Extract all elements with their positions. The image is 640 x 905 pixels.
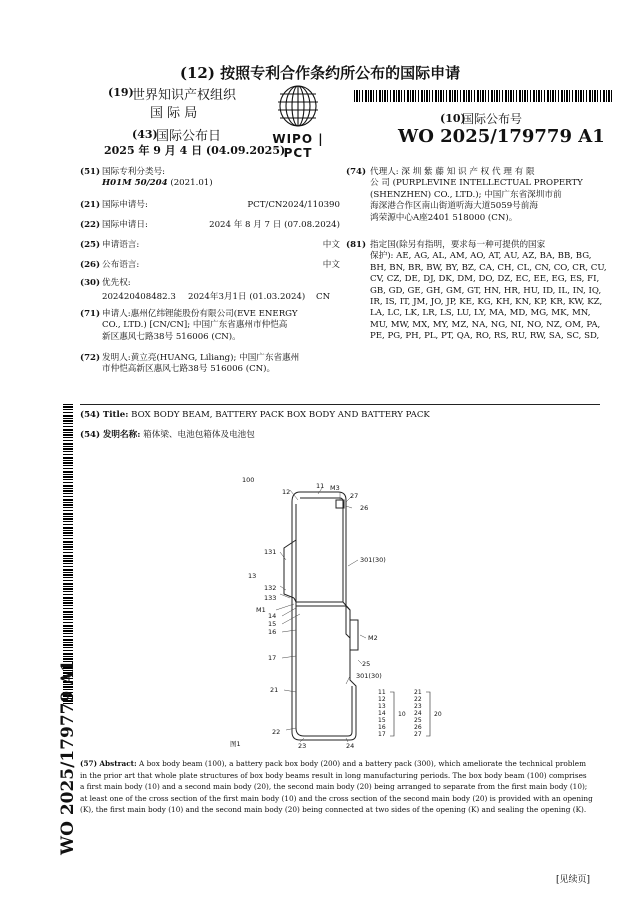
title-chinese: (54) 发明名称: 箱体梁、电池包箱体及电池包 [80, 430, 255, 440]
pub-date-code: (43) [132, 128, 158, 141]
svg-text:14: 14 [378, 710, 386, 717]
pub-date-label: 国际公布日 [156, 129, 222, 144]
svg-text:23: 23 [414, 703, 422, 710]
svg-text:20: 20 [434, 711, 442, 718]
document-title: (12) 按照专利合作条约所公布的国际申请 [179, 64, 461, 82]
fig-label-M1: M1 [256, 606, 266, 614]
pub-date: 2025 年 9 月 4 日 (04.09.2025) [104, 144, 286, 157]
svg-text:16: 16 [378, 724, 386, 731]
wipo-logo [256, 82, 340, 160]
fig-legend [378, 689, 442, 738]
pub-no-label: 国际公布号 [462, 112, 523, 126]
beam-cross-section-diagram [200, 470, 460, 750]
inventor: (72) 发明人:黄立亮(HUANG, Liliang); 中国广东省惠州 市仲恺高新区惠风七路38号 516006 (CN)。 [80, 353, 300, 375]
fig-label-24: 24 [346, 742, 355, 750]
ipc-class: H01M 50/204 [102, 178, 168, 188]
designated-states: (81) 指定国(除另有指明，要求每一种可提供的国家 保护): AE, AG, AL, AM, AO, AT, AU, AZ, BA, BB, BG, BH, BN, BR, BW, BY, BZ, CA, CH, CL, CN, CO, CR, CU, CV, CZ, DE, DJ, DK, DM, DO, DZ, EC, EE, EG, ES, FI, GB, GD, GE, GH, GM, GT, HN, HR, HU, ID, IL, IN, IQ, IR, IS, IT, JM, JO, JP, KE, KG, KH, KN, KP, KR, KW, KZ, LA, LC, LK, LR, LS, LU, LY, MA, MD, MG, MK, MN, MU, MW, MX, MY, MZ, NA, NG, NI, NO, NZ, OM, PA, PE, PG, PH, PL, PT, QA, RO, RS, RU, RW, SA, SC, SD, [346, 240, 607, 342]
ipc-date: (2021.01) [170, 178, 213, 188]
fig-label-M3: M3 [330, 484, 340, 492]
fig-label-25: 25 [362, 660, 371, 668]
title-english: (54) Title: BOX BODY BEAM, BATTERY PACK BOX BODY AND BATTERY PACK [80, 410, 430, 420]
header-barcode [354, 90, 612, 102]
fig-label-12: 12 [282, 488, 291, 496]
svg-text:12: 12 [378, 696, 386, 703]
abstract: (57) Abstract: A box body beam (100), a battery pack box body (200) and a battery pack (300), which ameliorate the technical problem in the prior art that whole plate structures of box body beams result in long manufacturing periods. The box body beam (100) comprises a first main body (10) and a second main body (20), the second main body (20) being arranged to separate from the first main body (10); at least one of the cross section of the first main body (10) and the cross section of the second main body (20) is provided with an opening (K), the first main body (10) and the second main body (20) being connected at two sides of the opening (K) and sealing the opening (K). [80, 759, 593, 814]
vertical-pub-no: WO 2025/179779 A1 [58, 659, 78, 855]
svg-text:17: 17 [378, 731, 386, 738]
org-name: 世界知识产权组织 [132, 88, 237, 103]
svg-text:11: 11 [378, 689, 386, 696]
svg-text:22: 22 [414, 696, 422, 703]
continued-note: [见续页] [556, 875, 591, 885]
fig-label-132: 132 [264, 584, 277, 592]
fig-label-21: 21 [270, 686, 279, 694]
fig-label-M2: M2 [368, 634, 378, 642]
pub-no-code: (10) [440, 112, 466, 125]
fig-label-11: 11 [316, 482, 325, 490]
ipc-line [102, 178, 213, 190]
fig-caption: 图1 [230, 740, 241, 748]
fig-ref-main: 100 [242, 476, 255, 484]
priority-number: 202420408482.3 [102, 292, 176, 302]
priority-date: 2024年3月1日 (01.03.2024) [188, 292, 306, 302]
svg-text:10: 10 [398, 711, 406, 718]
svg-text:24: 24 [414, 710, 422, 717]
fig-label-26: 26 [360, 504, 369, 512]
agent: (74) 代理人: 深 圳 紫 藤 知 识 产 权 代 理 有 限 公 司 (PURPLEVINE INTELLECTUAL PROPERTY (SHENZHEN) CO., LTD.); 中国广东省深圳市前 海深港合作区南山街道听海大道5059号前海 鸿荣源中心A座2401 518000 (CN)。 [346, 167, 583, 223]
fig-label-27: 27 [350, 492, 359, 500]
fig-label-301-upper: 301(30) [360, 556, 386, 564]
org-sub: 国 际 局 [150, 106, 198, 121]
applicant: (71) 申请人:惠州亿纬锂能股份有限公司(EVE ENERGY CO., LTD.) [CN/CN]; 中国广东省惠州市仲恺高 新区惠风七路38号 516006 (CN)。 [80, 309, 298, 342]
svg-text:15: 15 [378, 717, 386, 724]
fig-label-15: 15 [268, 620, 277, 628]
pub-no: WO 2025/179779 A1 [398, 126, 605, 147]
svg-text:21: 21 [414, 689, 422, 696]
divider-top [80, 404, 600, 405]
fig-label-16: 16 [268, 628, 277, 636]
svg-text:13: 13 [378, 703, 386, 710]
fig-label-131: 131 [264, 548, 277, 556]
figure-drawing [200, 470, 460, 750]
fig-label-14: 14 [268, 612, 277, 620]
fig-label-23: 23 [298, 742, 307, 750]
fig-label-22: 22 [272, 728, 281, 736]
fig-label-133: 133 [264, 594, 277, 602]
fig-label-301-lower: 301(30) [356, 672, 382, 680]
svg-text:25: 25 [414, 717, 422, 724]
fig-label-13: 13 [248, 572, 257, 580]
org-code: (19) [108, 86, 134, 99]
fig-label-17: 17 [268, 654, 277, 662]
svg-text:27: 27 [414, 731, 422, 738]
priority-country: CN [316, 292, 331, 302]
wipo-logo-text: WIPO | PCT [272, 132, 324, 160]
svg-text:26: 26 [414, 724, 422, 731]
